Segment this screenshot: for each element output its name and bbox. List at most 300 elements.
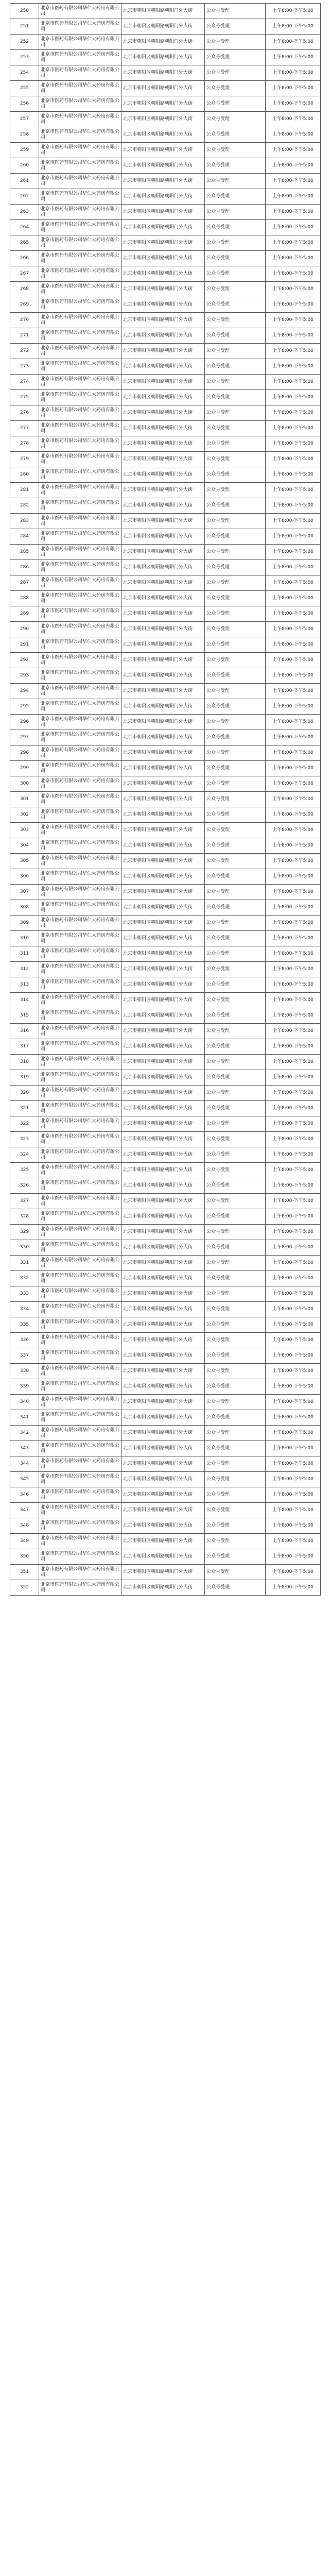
row-number: 263 (10, 205, 39, 220)
table-row (10, 545, 321, 560)
pharmacy-contact: 公众号受理 (205, 1364, 266, 1379)
pharmacy-address: 北京市朝阳区朝阳路朝阳门外大街 (121, 81, 205, 96)
pharmacy-address: 北京市朝阳区朝阳路朝阳门外大街 (121, 1271, 205, 1286)
pharmacy-address: 北京市朝阳区朝阳路朝阳门外大街 (121, 65, 205, 81)
table-row (10, 900, 321, 916)
pharmacy-address: 北京市朝阳区朝阳路朝阳门外大街 (121, 637, 205, 653)
pharmacy-contact: 公众号受理 (205, 823, 266, 838)
pharmacy-hours: 上午8:00-下午5:00 (266, 35, 321, 50)
table-row (10, 792, 321, 807)
pharmacy-hours: 上午8:00-下午5:00 (266, 266, 321, 282)
pharmacy-name: 北京市医药有限公司华仁大药房有限公司 (39, 1256, 121, 1271)
table-row (10, 1472, 321, 1487)
pharmacy-name: 北京市医药有限公司华仁大药房有限公司 (39, 235, 121, 251)
pharmacy-contact: 公众号受理 (205, 946, 266, 962)
pharmacy-address: 北京市朝阳区朝阳路朝阳门外大街 (121, 1070, 205, 1086)
pharmacy-name: 北京市医药有限公司华仁大药房有限公司 (39, 1395, 121, 1410)
table-row (10, 313, 321, 328)
pharmacy-name: 北京市医药有限公司华仁大药房有限公司 (39, 266, 121, 282)
pharmacy-address: 北京市朝阳区朝阳路朝阳门外大街 (121, 1302, 205, 1317)
row-number: 276 (10, 405, 39, 421)
pharmacy-address: 北京市朝阳区朝阳路朝阳门外大街 (121, 699, 205, 715)
pharmacy-contact: 公众号受理 (205, 514, 266, 529)
row-number: 253 (10, 50, 39, 65)
pharmacy-hours: 上午8:00-下午5:00 (266, 885, 321, 900)
pharmacy-contact: 公众号受理 (205, 158, 266, 174)
pharmacy-hours: 上午8:00-下午5:00 (266, 776, 321, 792)
pharmacy-address: 北京市朝阳区朝阳路朝阳门外大街 (121, 1549, 205, 1565)
row-number: 285 (10, 545, 39, 560)
pharmacy-name: 北京市医药有限公司华仁大药房有限公司 (39, 575, 121, 591)
pharmacy-hours: 上午8:00-下午5:00 (266, 1039, 321, 1055)
pharmacy-address: 北京市朝阳区朝阳路朝阳门外大街 (121, 251, 205, 266)
table-row (10, 1565, 321, 1580)
table-row (10, 715, 321, 730)
row-number: 301 (10, 792, 39, 807)
pharmacy-address: 北京市朝阳区朝阳路朝阳门外大街 (121, 328, 205, 344)
pharmacy-name: 北京市医药有限公司华仁大药房有限公司 (39, 684, 121, 699)
pharmacy-contact: 公众号受理 (205, 297, 266, 313)
pharmacy-hours: 上午8:00-下午5:00 (266, 761, 321, 776)
pharmacy-contact: 公众号受理 (205, 1116, 266, 1132)
pharmacy-hours: 上午8:00-下午5:00 (266, 1503, 321, 1518)
row-number: 326 (10, 1178, 39, 1194)
table-row (10, 1039, 321, 1055)
pharmacy-hours: 上午8:00-下午5:00 (266, 730, 321, 745)
row-number: 300 (10, 776, 39, 792)
pharmacy-contact: 公众号受理 (205, 1086, 266, 1101)
pharmacy-name: 北京市医药有限公司华仁大药房有限公司 (39, 1487, 121, 1503)
pharmacy-hours: 上午8:00-下午5:00 (266, 4, 321, 19)
row-number: 303 (10, 823, 39, 838)
pharmacy-hours: 上午8:00-下午5:00 (266, 653, 321, 668)
table-row (10, 591, 321, 606)
pharmacy-name: 北京市医药有限公司华仁大药房有限公司 (39, 1534, 121, 1549)
pharmacy-contact: 公众号受理 (205, 344, 266, 359)
pharmacy-name: 北京市医药有限公司华仁大药房有限公司 (39, 205, 121, 220)
pharmacy-name: 北京市医药有限公司华仁大药房有限公司 (39, 514, 121, 529)
row-number: 266 (10, 251, 39, 266)
pharmacy-name: 北京市医药有限公司华仁大药房有限公司 (39, 962, 121, 977)
row-number: 307 (10, 885, 39, 900)
pharmacy-name: 北京市医药有限公司华仁大药房有限公司 (39, 854, 121, 869)
pharmacy-contact: 公众号受理 (205, 266, 266, 282)
row-number: 319 (10, 1070, 39, 1086)
pharmacy-contact: 公众号受理 (205, 977, 266, 993)
table-row (10, 575, 321, 591)
row-number: 305 (10, 854, 39, 869)
pharmacy-hours: 上午8:00-下午5:00 (266, 143, 321, 158)
pharmacy-hours: 上午8:00-下午5:00 (266, 344, 321, 359)
table-row (10, 668, 321, 684)
pharmacy-contact: 公众号受理 (205, 1240, 266, 1256)
table-row (10, 622, 321, 637)
pharmacy-address: 北京市朝阳区朝阳路朝阳门外大街 (121, 1286, 205, 1302)
pharmacy-address: 北京市朝阳区朝阳路朝阳门外大街 (121, 653, 205, 668)
pharmacy-name: 北京市医药有限公司华仁大药房有限公司 (39, 545, 121, 560)
pharmacy-address: 北京市朝阳区朝阳路朝阳门外大街 (121, 1456, 205, 1472)
pharmacy-contact: 公众号受理 (205, 1256, 266, 1271)
pharmacy-address: 北京市朝阳区朝阳路朝阳门外大街 (121, 1472, 205, 1487)
pharmacy-name: 北京市医药有限公司华仁大药房有限公司 (39, 282, 121, 297)
pharmacy-name: 北京市医药有限公司华仁大药房有限公司 (39, 885, 121, 900)
pharmacy-address: 北京市朝阳区朝阳路朝阳门外大街 (121, 931, 205, 946)
pharmacy-name: 北京市医药有限公司华仁大药房有限公司 (39, 344, 121, 359)
table-row (10, 1410, 321, 1426)
pharmacy-name: 北京市医药有限公司华仁大药房有限公司 (39, 313, 121, 328)
pharmacy-name: 北京市医药有限公司华仁大药房有限公司 (39, 869, 121, 885)
pharmacy-hours: 上午8:00-下午5:00 (266, 1379, 321, 1395)
table-row (10, 1024, 321, 1039)
pharmacy-address: 北京市朝阳区朝阳路朝阳门外大街 (121, 1534, 205, 1549)
table-row (10, 1317, 321, 1333)
pharmacy-table (10, 3, 321, 1596)
pharmacy-hours: 上午8:00-下午5:00 (266, 1178, 321, 1194)
pharmacy-hours: 上午8:00-下午5:00 (266, 1410, 321, 1426)
pharmacy-name: 北京市医药有限公司华仁大药房有限公司 (39, 1178, 121, 1194)
table-row (10, 1487, 321, 1503)
table-row (10, 251, 321, 266)
pharmacy-hours: 上午8:00-下午5:00 (266, 900, 321, 916)
pharmacy-contact: 公众号受理 (205, 1379, 266, 1395)
pharmacy-contact: 公众号受理 (205, 96, 266, 112)
pharmacy-contact: 公众号受理 (205, 838, 266, 854)
pharmacy-hours: 上午8:00-下午5:00 (266, 1395, 321, 1410)
pharmacy-name: 北京市医药有限公司华仁大药房有限公司 (39, 1426, 121, 1441)
pharmacy-address: 北京市朝阳区朝阳路朝阳门外大街 (121, 761, 205, 776)
pharmacy-contact: 公众号受理 (205, 560, 266, 575)
pharmacy-name: 北京市医药有限公司华仁大药房有限公司 (39, 1225, 121, 1240)
pharmacy-hours: 上午8:00-下午5:00 (266, 1116, 321, 1132)
pharmacy-name: 北京市医药有限公司华仁大药房有限公司 (39, 127, 121, 143)
pharmacy-hours: 上午8:00-下午5:00 (266, 575, 321, 591)
pharmacy-address: 北京市朝阳区朝阳路朝阳门外大街 (121, 591, 205, 606)
pharmacy-name: 北京市医药有限公司华仁大药房有限公司 (39, 761, 121, 776)
pharmacy-address: 北京市朝阳区朝阳路朝阳门外大街 (121, 977, 205, 993)
pharmacy-address: 北京市朝阳区朝阳路朝阳门外大街 (121, 1503, 205, 1518)
table-row (10, 885, 321, 900)
pharmacy-hours: 上午8:00-下午5:00 (266, 1549, 321, 1565)
table-row (10, 359, 321, 375)
pharmacy-address: 北京市朝阳区朝阳路朝阳门外大街 (121, 1410, 205, 1426)
pharmacy-name: 北京市医药有限公司华仁大药房有限公司 (39, 622, 121, 637)
pharmacy-contact: 公众号受理 (205, 931, 266, 946)
pharmacy-address: 北京市朝阳区朝阳路朝阳门外大街 (121, 143, 205, 158)
pharmacy-address: 北京市朝阳区朝阳路朝阳门外大街 (121, 869, 205, 885)
pharmacy-hours: 上午8:00-下午5:00 (266, 916, 321, 931)
pharmacy-contact: 公众号受理 (205, 1441, 266, 1456)
table-row (10, 1225, 321, 1240)
pharmacy-hours: 上午8:00-下午5:00 (266, 1101, 321, 1116)
pharmacy-hours: 上午8:00-下午5:00 (266, 529, 321, 545)
pharmacy-contact: 公众号受理 (205, 1070, 266, 1086)
pharmacy-address: 北京市朝阳区朝阳路朝阳门外大街 (121, 112, 205, 127)
table-row (10, 916, 321, 931)
row-number: 254 (10, 65, 39, 81)
table-row (10, 761, 321, 776)
table-row (10, 436, 321, 452)
pharmacy-contact: 公众号受理 (205, 127, 266, 143)
pharmacy-name: 北京市医药有限公司华仁大药房有限公司 (39, 4, 121, 19)
row-number: 335 (10, 1317, 39, 1333)
pharmacy-name: 北京市医药有限公司华仁大药房有限公司 (39, 1163, 121, 1178)
pharmacy-name: 北京市医药有限公司华仁大药房有限公司 (39, 900, 121, 916)
row-number: 295 (10, 699, 39, 715)
row-number: 267 (10, 266, 39, 282)
pharmacy-hours: 上午8:00-下午5:00 (266, 1580, 321, 1596)
pharmacy-name: 北京市医药有限公司华仁大药房有限公司 (39, 19, 121, 35)
pharmacy-address: 北京市朝阳区朝阳路朝阳门外大街 (121, 189, 205, 205)
pharmacy-name: 北京市医药有限公司华仁大药房有限公司 (39, 1271, 121, 1286)
pharmacy-contact: 公众号受理 (205, 251, 266, 266)
table-row (10, 328, 321, 344)
pharmacy-name: 北京市医药有限公司华仁大药房有限公司 (39, 1302, 121, 1317)
pharmacy-hours: 上午8:00-下午5:00 (266, 1426, 321, 1441)
pharmacy-contact: 公众号受理 (205, 745, 266, 761)
pharmacy-name: 北京市医药有限公司华仁大药房有限公司 (39, 251, 121, 266)
pharmacy-hours: 上午8:00-下午5:00 (266, 297, 321, 313)
pharmacy-hours: 上午8:00-下午5:00 (266, 1333, 321, 1348)
table-row (10, 35, 321, 50)
pharmacy-name: 北京市医药有限公司华仁大药房有限公司 (39, 498, 121, 514)
table-row (10, 1086, 321, 1101)
pharmacy-contact: 公众号受理 (205, 885, 266, 900)
row-number: 269 (10, 297, 39, 313)
pharmacy-contact: 公众号受理 (205, 653, 266, 668)
pharmacy-hours: 上午8:00-下午5:00 (266, 993, 321, 1008)
row-number: 337 (10, 1348, 39, 1364)
row-number: 338 (10, 1364, 39, 1379)
pharmacy-address: 北京市朝阳区朝阳路朝阳门外大街 (121, 946, 205, 962)
pharmacy-name: 北京市医药有限公司华仁大药房有限公司 (39, 1194, 121, 1209)
row-number: 255 (10, 81, 39, 96)
pharmacy-contact: 公众号受理 (205, 715, 266, 730)
pharmacy-address: 北京市朝阳区朝阳路朝阳门外大街 (121, 1426, 205, 1441)
pharmacy-name: 北京市医药有限公司华仁大药房有限公司 (39, 112, 121, 127)
table-row (10, 65, 321, 81)
pharmacy-contact: 公众号受理 (205, 282, 266, 297)
pharmacy-address: 北京市朝阳区朝阳路朝阳门外大街 (121, 715, 205, 730)
table-row (10, 174, 321, 189)
pharmacy-name: 北京市医药有限公司华仁大药房有限公司 (39, 838, 121, 854)
pharmacy-hours: 上午8:00-下午5:00 (266, 375, 321, 390)
pharmacy-contact: 公众号受理 (205, 622, 266, 637)
table-row (10, 1302, 321, 1317)
table-row (10, 235, 321, 251)
pharmacy-address: 北京市朝阳区朝阳路朝阳门外大街 (121, 514, 205, 529)
pharmacy-address: 北京市朝阳区朝阳路朝阳门外大街 (121, 838, 205, 854)
table-row (10, 730, 321, 745)
row-number: 302 (10, 807, 39, 823)
pharmacy-contact: 公众号受理 (205, 19, 266, 35)
row-number: 287 (10, 575, 39, 591)
pharmacy-hours: 上午8:00-下午5:00 (266, 854, 321, 869)
pharmacy-contact: 公众号受理 (205, 1147, 266, 1163)
pharmacy-contact: 公众号受理 (205, 1426, 266, 1441)
pharmacy-hours: 上午8:00-下午5:00 (266, 946, 321, 962)
table-row (10, 1116, 321, 1132)
pharmacy-hours: 上午8:00-下午5:00 (266, 838, 321, 854)
row-number: 272 (10, 344, 39, 359)
pharmacy-name: 北京市医药有限公司华仁大药房有限公司 (39, 1116, 121, 1132)
table-row (10, 1194, 321, 1209)
pharmacy-address: 北京市朝阳区朝阳路朝阳门外大街 (121, 1086, 205, 1101)
pharmacy-hours: 上午8:00-下午5:00 (266, 50, 321, 65)
pharmacy-name: 北京市医药有限公司华仁大药房有限公司 (39, 591, 121, 606)
row-number: 292 (10, 653, 39, 668)
pharmacy-address: 北京市朝阳区朝阳路朝阳门外大街 (121, 1348, 205, 1364)
row-number: 257 (10, 112, 39, 127)
pharmacy-contact: 公众号受理 (205, 1456, 266, 1472)
pharmacy-hours: 上午8:00-下午5:00 (266, 977, 321, 993)
row-number: 252 (10, 35, 39, 50)
pharmacy-contact: 公众号受理 (205, 869, 266, 885)
pharmacy-hours: 上午8:00-下午5:00 (266, 1225, 321, 1240)
row-number: 347 (10, 1503, 39, 1518)
table-row (10, 977, 321, 993)
table-row (10, 684, 321, 699)
pharmacy-name: 北京市医药有限公司华仁大药房有限公司 (39, 745, 121, 761)
pharmacy-contact: 公众号受理 (205, 359, 266, 375)
pharmacy-hours: 上午8:00-下午5:00 (266, 467, 321, 483)
pharmacy-address: 北京市朝阳区朝阳路朝阳门外大街 (121, 668, 205, 684)
pharmacy-name: 北京市医药有限公司华仁大药房有限公司 (39, 81, 121, 96)
row-number: 297 (10, 730, 39, 745)
row-number: 259 (10, 143, 39, 158)
table-row (10, 869, 321, 885)
row-number: 316 (10, 1024, 39, 1039)
pharmacy-hours: 上午8:00-下午5:00 (266, 251, 321, 266)
pharmacy-address: 北京市朝阳区朝阳路朝阳门外大街 (121, 1101, 205, 1116)
table-row (10, 823, 321, 838)
pharmacy-name: 北京市医药有限公司华仁大药房有限公司 (39, 359, 121, 375)
table-row (10, 498, 321, 514)
row-number: 329 (10, 1225, 39, 1240)
row-number: 322 (10, 1116, 39, 1132)
pharmacy-address: 北京市朝阳区朝阳路朝阳门外大街 (121, 436, 205, 452)
table-row (10, 1379, 321, 1395)
pharmacy-contact: 公众号受理 (205, 1410, 266, 1426)
table-row (10, 946, 321, 962)
pharmacy-name: 北京市医药有限公司华仁大药房有限公司 (39, 467, 121, 483)
table-row (10, 529, 321, 545)
row-number: 327 (10, 1194, 39, 1209)
row-number: 278 (10, 436, 39, 452)
table-row (10, 1271, 321, 1286)
pharmacy-name: 北京市医药有限公司华仁大药房有限公司 (39, 483, 121, 498)
pharmacy-hours: 上午8:00-下午5:00 (266, 869, 321, 885)
row-number: 256 (10, 96, 39, 112)
pharmacy-contact: 公众号受理 (205, 174, 266, 189)
pharmacy-name: 北京市医药有限公司华仁大药房有限公司 (39, 158, 121, 174)
pharmacy-name: 北京市医药有限公司华仁大药房有限公司 (39, 452, 121, 467)
row-number: 299 (10, 761, 39, 776)
pharmacy-hours: 上午8:00-下午5:00 (266, 359, 321, 375)
table-row (10, 606, 321, 622)
row-number: 296 (10, 715, 39, 730)
pharmacy-hours: 上午8:00-下午5:00 (266, 606, 321, 622)
pharmacy-hours: 上午8:00-下午5:00 (266, 1163, 321, 1178)
pharmacy-address: 北京市朝阳区朝阳路朝阳门外大街 (121, 1240, 205, 1256)
row-number: 291 (10, 637, 39, 653)
table-row (10, 189, 321, 205)
pharmacy-name: 北京市医药有限公司华仁大药房有限公司 (39, 529, 121, 545)
pharmacy-hours: 上午8:00-下午5:00 (266, 112, 321, 127)
table-row (10, 1441, 321, 1456)
pharmacy-hours: 上午8:00-下午5:00 (266, 684, 321, 699)
row-number: 275 (10, 390, 39, 405)
pharmacy-address: 北京市朝阳区朝阳路朝阳门外大街 (121, 452, 205, 467)
pharmacy-name: 北京市医药有限公司华仁大药房有限公司 (39, 807, 121, 823)
pharmacy-address: 北京市朝阳区朝阳路朝阳门外大街 (121, 127, 205, 143)
pharmacy-contact: 公众号受理 (205, 483, 266, 498)
pharmacy-hours: 上午8:00-下午5:00 (266, 1209, 321, 1225)
pharmacy-address: 北京市朝阳区朝阳路朝阳门外大街 (121, 344, 205, 359)
pharmacy-contact: 公众号受理 (205, 606, 266, 622)
pharmacy-hours: 上午8:00-下午5:00 (266, 205, 321, 220)
pharmacy-contact: 公众号受理 (205, 65, 266, 81)
pharmacy-contact: 公众号受理 (205, 1039, 266, 1055)
row-number: 349 (10, 1534, 39, 1549)
pharmacy-hours: 上午8:00-下午5:00 (266, 807, 321, 823)
pharmacy-address: 北京市朝阳区朝阳路朝阳门外大街 (121, 313, 205, 328)
pharmacy-contact: 公众号受理 (205, 375, 266, 390)
table-row (10, 4, 321, 19)
pharmacy-contact: 公众号受理 (205, 50, 266, 65)
row-number: 274 (10, 375, 39, 390)
pharmacy-contact: 公众号受理 (205, 1395, 266, 1410)
row-number: 308 (10, 900, 39, 916)
table-row (10, 1008, 321, 1024)
pharmacy-address: 北京市朝阳区朝阳路朝阳门外大街 (121, 622, 205, 637)
table-row (10, 993, 321, 1008)
table-row (10, 962, 321, 977)
pharmacy-name: 北京市医药有限公司华仁大药房有限公司 (39, 1008, 121, 1024)
pharmacy-name: 北京市医药有限公司华仁大药房有限公司 (39, 1518, 121, 1534)
pharmacy-hours: 上午8:00-下午5:00 (266, 1070, 321, 1086)
pharmacy-address: 北京市朝阳区朝阳路朝阳门外大街 (121, 498, 205, 514)
table-row (10, 1132, 321, 1147)
pharmacy-name: 北京市医药有限公司华仁大药房有限公司 (39, 1503, 121, 1518)
pharmacy-name: 北京市医药有限公司华仁大药房有限公司 (39, 1024, 121, 1039)
pharmacy-name: 北京市医药有限公司华仁大药房有限公司 (39, 1317, 121, 1333)
table-row (10, 1426, 321, 1441)
pharmacy-hours: 上午8:00-下午5:00 (266, 1317, 321, 1333)
table-row (10, 158, 321, 174)
pharmacy-contact: 公众号受理 (205, 591, 266, 606)
pharmacy-name: 北京市医药有限公司华仁大药房有限公司 (39, 776, 121, 792)
pharmacy-address: 北京市朝阳区朝阳路朝阳门外大街 (121, 158, 205, 174)
row-number: 251 (10, 19, 39, 35)
pharmacy-address: 北京市朝阳区朝阳路朝阳门外大街 (121, 885, 205, 900)
pharmacy-hours: 上午8:00-下午5:00 (266, 189, 321, 205)
pharmacy-hours: 上午8:00-下午5:00 (266, 328, 321, 344)
table-row (10, 1395, 321, 1410)
row-number: 333 (10, 1286, 39, 1302)
pharmacy-hours: 上午8:00-下午5:00 (266, 545, 321, 560)
pharmacy-contact: 公众号受理 (205, 1487, 266, 1503)
pharmacy-address: 北京市朝阳区朝阳路朝阳门外大街 (121, 792, 205, 807)
pharmacy-name: 北京市医药有限公司华仁大药房有限公司 (39, 637, 121, 653)
row-number: 290 (10, 622, 39, 637)
pharmacy-contact: 公众号受理 (205, 1178, 266, 1194)
row-number: 331 (10, 1256, 39, 1271)
row-number: 341 (10, 1410, 39, 1426)
row-number: 260 (10, 158, 39, 174)
pharmacy-address: 北京市朝阳区朝阳路朝阳门外大街 (121, 375, 205, 390)
pharmacy-name: 北京市医药有限公司华仁大药房有限公司 (39, 35, 121, 50)
pharmacy-name: 北京市医药有限公司华仁大药房有限公司 (39, 1070, 121, 1086)
